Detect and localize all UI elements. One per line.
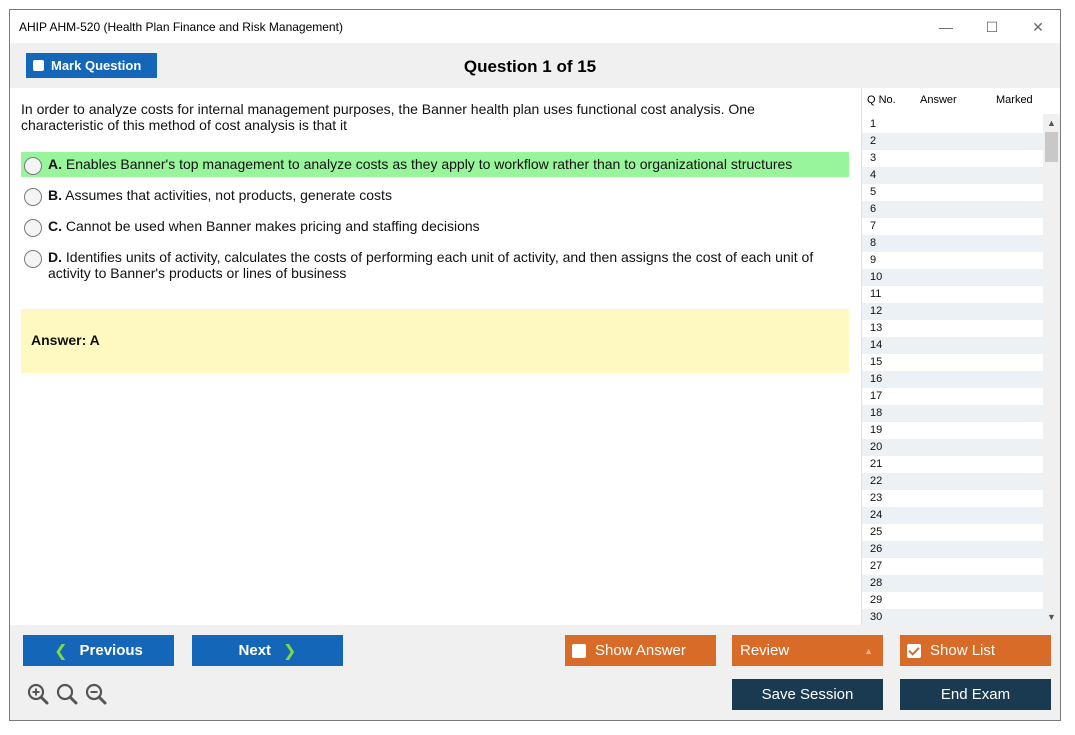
end-exam-label: End Exam — [940, 686, 1011, 703]
header-qno: Q No. — [867, 94, 896, 106]
review-dropdown[interactable] — [732, 635, 883, 666]
mark-question-button[interactable] — [26, 53, 157, 78]
option-d-label: Identifies units of activity, calculates the costs of performing each unit of activity, and then assigns the cost of each unit of activity to Banner's products or lines of business — [48, 249, 814, 281]
question-list-row[interactable]: 23 — [870, 492, 883, 504]
option-a-letter: A. — [48, 156, 62, 172]
answer-box — [21, 309, 849, 373]
question-counter: Question 1 of 15 — [463, 57, 597, 76]
question-list-row[interactable]: 3 — [870, 152, 877, 164]
next-button[interactable] — [192, 635, 343, 666]
option-c-radio[interactable] — [24, 219, 42, 237]
question-list-row[interactable]: 7 — [870, 220, 877, 232]
question-list-row[interactable]: 16 — [862, 371, 1043, 388]
chevron-left-icon: ❮ — [54, 642, 68, 660]
question-list-row[interactable]: 5 — [870, 186, 877, 198]
question-list-row[interactable]: 24 — [862, 507, 1043, 524]
show-list-button[interactable] — [900, 635, 1051, 666]
question-list-row[interactable]: 6 — [862, 201, 1043, 218]
header-answer: Answer — [920, 94, 957, 106]
show-list-checkbox-icon — [907, 644, 921, 658]
scroll-up-icon[interactable]: ▲ — [1047, 117, 1056, 128]
question-list-row[interactable]: 21 — [870, 458, 883, 470]
question-list-scrollbar[interactable] — [1043, 114, 1060, 625]
question-list-row[interactable]: 30 — [862, 609, 1043, 625]
answer-text: Answer: A — [31, 332, 100, 348]
question-list-panel — [861, 88, 1060, 625]
review-label: Review — [740, 642, 790, 659]
question-list-row[interactable]: 29 — [870, 594, 883, 606]
question-stem: In order to analyze costs for internal management purposes, the Banner health plan uses functional cost analysis. One characteristic of this method of cost analysis is that it — [21, 101, 755, 133]
window-title: AHIP AHM-520 (Health Plan Finance and Risk Management) — [19, 20, 343, 34]
option-a-label: Enables Banner's top management to analyze costs as they apply to workflow rather than to organizational structures — [65, 156, 793, 172]
option-c[interactable] — [21, 218, 849, 237]
question-list-row[interactable]: 18 — [862, 405, 1043, 422]
title-bar — [10, 10, 1060, 43]
option-d-text — [48, 249, 849, 281]
show-answer-button[interactable] — [565, 635, 716, 666]
app-window — [9, 9, 1061, 721]
option-b-letter: B. — [48, 187, 62, 203]
question-toolbar — [10, 43, 1060, 88]
question-list-row[interactable]: 8 — [862, 235, 1043, 252]
question-list-row[interactable]: 14 — [862, 337, 1043, 354]
show-list-label: Show List — [930, 642, 996, 659]
option-d-radio[interactable] — [24, 250, 42, 268]
mark-checkbox-icon — [33, 60, 44, 71]
maximize-button[interactable]: ☐ — [985, 18, 999, 35]
show-answer-checkbox-icon — [572, 644, 586, 658]
question-panel — [10, 88, 861, 625]
dropdown-arrow-icon: ▲ — [864, 645, 873, 656]
zoom-out-icon[interactable] — [85, 683, 107, 705]
question-list-row[interactable]: 2 — [862, 133, 1043, 150]
mark-question-label: Mark Question — [51, 58, 142, 73]
option-b-label: Assumes that activities, not products, generate costs — [65, 187, 392, 203]
close-button[interactable]: ✕ — [1032, 18, 1044, 35]
option-b-radio[interactable] — [24, 188, 42, 206]
option-c-label: Cannot be used when Banner makes pricing and staffing decisions — [65, 218, 480, 234]
zoom-in-icon[interactable] — [27, 683, 49, 705]
question-list-row[interactable]: 13 — [870, 322, 883, 334]
question-list-row[interactable]: 19 — [870, 424, 883, 436]
question-list-row[interactable]: 10 — [862, 269, 1043, 286]
question-list-row[interactable]: 4 — [862, 167, 1043, 184]
question-list-row[interactable]: 22 — [862, 473, 1043, 490]
header-marked: Marked — [996, 94, 1033, 106]
option-b[interactable] — [21, 187, 849, 206]
question-list-row[interactable]: 11 — [870, 288, 882, 300]
question-list-row[interactable]: 26 — [862, 541, 1043, 558]
question-list-row[interactable]: 25 — [870, 526, 883, 538]
scroll-down-icon[interactable]: ▼ — [1047, 611, 1056, 622]
question-list-row[interactable]: 20 — [862, 439, 1043, 456]
option-c-letter: C. — [48, 218, 62, 234]
zoom-reset-icon[interactable] — [56, 683, 78, 705]
question-list-row[interactable]: 12 — [862, 303, 1043, 320]
option-b-text — [48, 187, 849, 203]
save-session-button[interactable] — [732, 679, 883, 710]
question-list-header — [862, 88, 1060, 114]
navigation-bar — [10, 625, 1060, 721]
option-c-text — [48, 218, 849, 234]
end-exam-button[interactable] — [900, 679, 1051, 710]
question-list-row[interactable]: 15 — [870, 356, 883, 368]
previous-button[interactable] — [23, 635, 174, 666]
question-list-row[interactable]: 9 — [870, 254, 877, 266]
save-session-label: Save Session — [761, 686, 854, 703]
scroll-thumb[interactable] — [1045, 132, 1058, 162]
option-a-text — [48, 156, 849, 172]
question-list-row[interactable]: 28 — [862, 575, 1043, 592]
question-list-row[interactable]: 27 — [870, 560, 883, 572]
next-label: Next — [238, 642, 272, 659]
minimize-button[interactable]: — — [939, 19, 953, 35]
question-list-rows — [862, 116, 1043, 625]
option-a[interactable] — [21, 152, 849, 177]
previous-label: Previous — [79, 642, 143, 659]
question-list-row[interactable]: 17 — [870, 390, 883, 402]
show-answer-label: Show Answer — [595, 642, 686, 659]
chevron-right-icon: ❯ — [283, 642, 297, 660]
option-d-letter: D. — [48, 249, 62, 265]
option-a-radio[interactable] — [24, 157, 42, 175]
option-d[interactable] — [21, 249, 849, 281]
question-list-row[interactable]: 1 — [870, 118, 877, 130]
